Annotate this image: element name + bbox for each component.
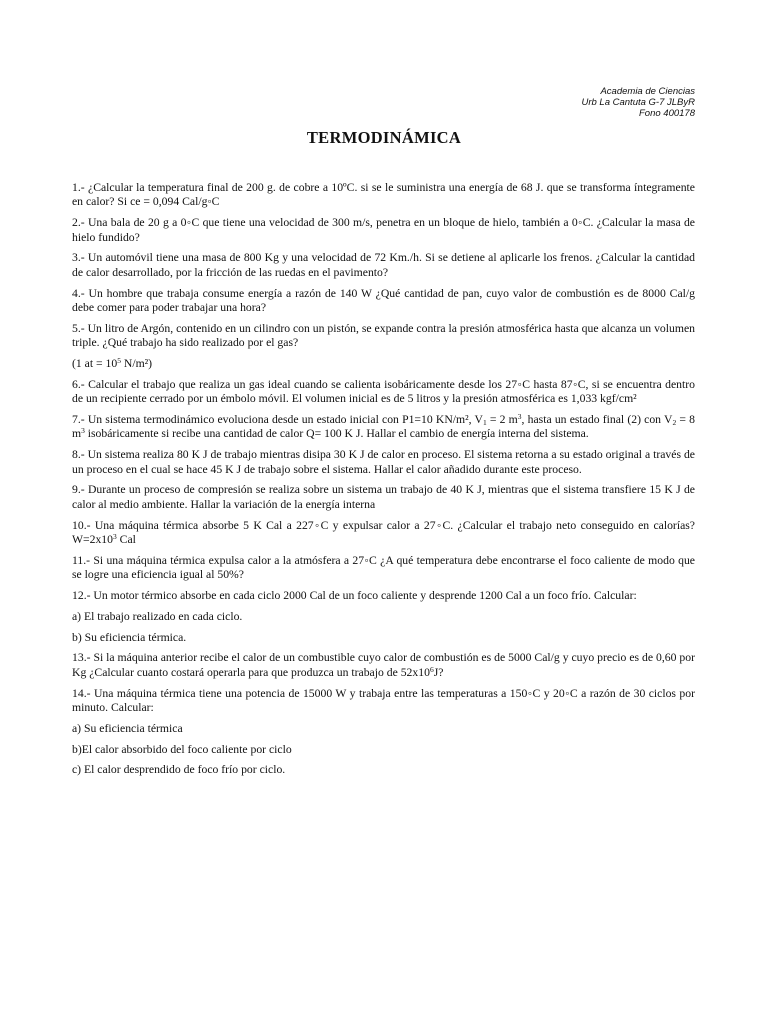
problem-10-exponent: 3 [113, 532, 117, 542]
problem-5-note [72, 357, 695, 371]
subscript-2: 2 [672, 418, 677, 428]
problem-12-b: b) Su eficiencia térmica. [72, 630, 187, 644]
document-title: TERMODINÁMICA [306, 128, 462, 147]
problem-2: 2.- Una bala de 20 g a 0◦C que tiene una velocidad de 300 m/s, penetra en un bloque de hielo, también a 0◦C. ¿Calcular la masa de hielo fundido? [72, 216, 695, 244]
problem-13-part-a: 13.- Si la máquina anterior recibe el calor de un combustible cuyo calor de combustión es de 5000 Cal/g y cuyo precio es de 0,60 por Kg ¿Calcular cuanto costará operarla para que produzca un trabajo de 52x10 [72, 651, 695, 679]
note-text-pre: (1 at = 10 [72, 357, 118, 371]
superscript-1: 3 [517, 412, 522, 422]
institution-phone: Fono 400178 [639, 108, 695, 119]
problem-10-part-b: Cal [116, 533, 136, 547]
problem-13 [72, 651, 695, 680]
problem-3: 3.- Un automóvil tiene una masa de 800 Kg y una velocidad de 72 Km./h. Si se detiene al aplicarle los frenos. ¿Calcular la cantidad de calor desarrollado, por la fricción de las ruedas en el pavimento? [72, 251, 695, 279]
problem-11: 11.- Si una máquina térmica expulsa calor a la atmósfera a 27◦C ¿A qué temperatura debe encontrarse el foco caliente de modo que se logre una eficiencia igual al 50%? [72, 553, 695, 582]
problem-10 [72, 519, 695, 548]
note-text-post: N/m²) [120, 357, 153, 371]
institution-address: Urb La Cantuta G-7 JLByR [581, 97, 695, 108]
institution-header [581, 86, 695, 119]
problem-7-part-e: isobáricamente si recibe una cantidad de calor Q= 100 K J. Hallar el cambio de energía interna del sistema. [84, 427, 589, 441]
problem-4: 4.- Un hombre que trabaja consume energía a razón de 140 W ¿Qué cantidad de pan, cuyo valor de combustión es de 8000 Cal/g debe comer para poder trabajar una hora? [72, 286, 695, 315]
problem-8: 8.- Un sistema realiza 80 K J de trabajo mientras disipa 30 K J de calor en proceso. El sistema retorna a su estado original a través de un proceso en el cual se hace 45 K J de trabajo sobre el sistema. Hallar el calor añadido durante este proceso. [72, 448, 695, 476]
problem-7 [72, 413, 695, 442]
note-exponent: 5 [117, 356, 121, 366]
problem-7-part-b: = 2 m [486, 413, 518, 427]
problem-7-part-d: = 8 m [72, 413, 696, 441]
problem-10-part-a: 10.- Una máquina térmica absorbe 5 K Cal a 227◦C y expulsar calor a 27◦C. ¿Calcular el trabajo neto conseguido en calorías? W=2x10 [72, 518, 695, 547]
problem-7-part-a: 7.- Un sistema termodinámico evoluciona desde un estado inicial con P1=10 KN/m², V [72, 413, 483, 427]
problem-14: 14.- Una máquina térmica tiene una potencia de 15000 W y trabaja entre las temperaturas a 150◦C y 20◦C a razón de 30 ciclos por minuto. Calcular: [72, 686, 695, 715]
problem-list [72, 181, 695, 778]
problem-1: 1.- ¿Calcular la temperatura final de 200 g. de cobre a 10ºC. si se le suministra una energía de 68 J. que se transforma íntegramente en calor? Si ce = 0,094 Cal/g◦C [72, 181, 695, 209]
problem-5: 5.- Un litro de Argón, contenido en un cilindro con un pistón, se expande contra la presión atmosférica hasta que alcanza un volumen triple. ¿Qué trabajo ha sido realizado por el gas? [72, 321, 695, 350]
problem-13-exponent: 6 [429, 664, 434, 674]
problem-14-b: b)El calor absorbido del foco caliente por ciclo [72, 742, 292, 756]
problem-7-part-c: , hasta un estado final (2) con V [521, 413, 673, 427]
problem-13-part-b: J? [433, 665, 444, 679]
problem-12: 12.- Un motor térmico absorbe en cada ciclo 2000 Cal de un foco caliente y desprende 1200 Cal a un foco frío. Calcular: [72, 589, 637, 603]
problem-6: 6.- Calcular el trabajo que realiza un gas ideal cuando se calienta isobáricamente desde los 27◦C hasta 87◦C, si se encuentra dentro de un recipiente cerrado por un émbolo móvil. El volumen inicial es de 5 litros y la presión atmosférica es 1,033 kgf/cm² [72, 377, 695, 406]
superscript-2: 3 [81, 426, 85, 436]
institution-name: Academia de Ciencias [600, 86, 695, 97]
problem-14-a: a) Su eficiencia térmica [72, 721, 183, 735]
subscript-1: 1 [482, 418, 487, 428]
problem-14-c: c) El calor desprendido de foco frío por ciclo. [72, 763, 286, 777]
problem-12-a: a) El trabajo realizado en cada ciclo. [72, 609, 243, 623]
problem-9: 9.- Durante un proceso de compresión se realiza sobre un sistema un trabajo de 40 K J, mientras que el sistema transfiere 15 K J de calor al medio ambiente. Hallar la variación de la energía interna [72, 483, 695, 511]
